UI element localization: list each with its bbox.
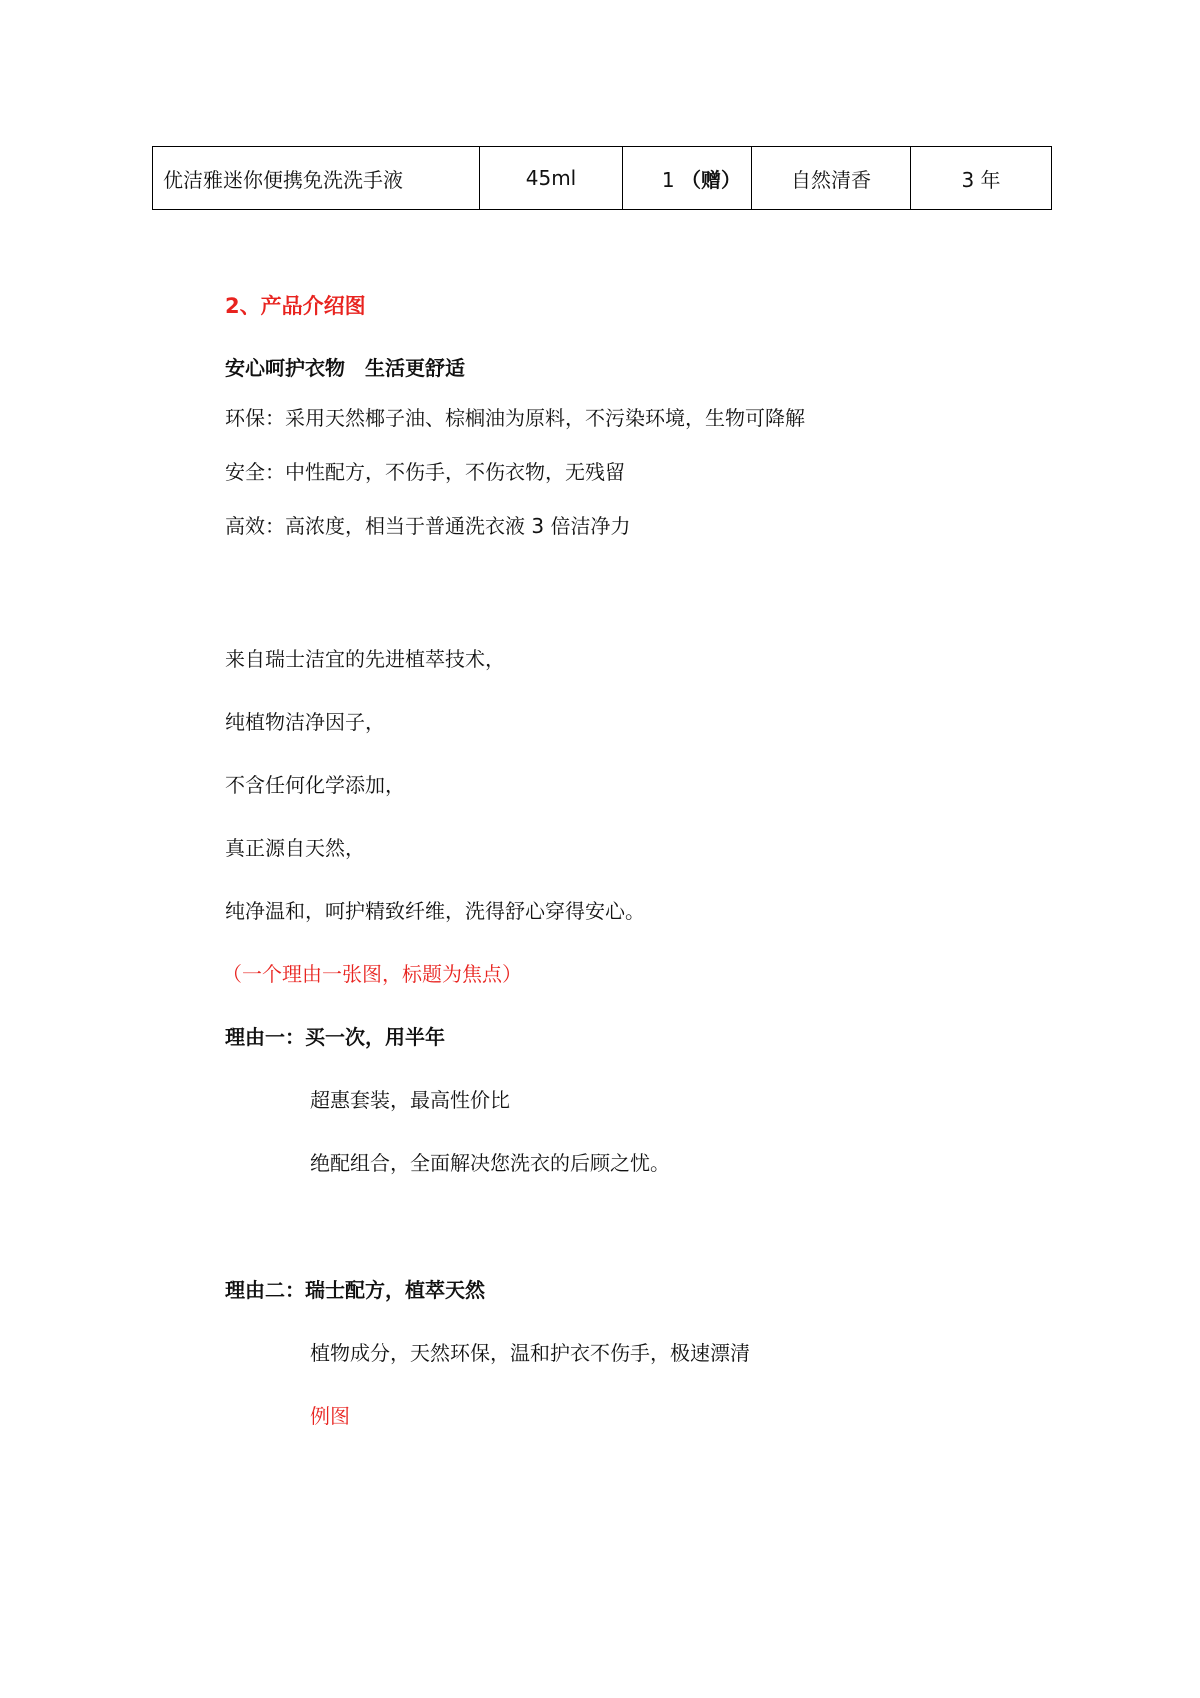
table-row [153, 147, 1052, 210]
reason1-title: 理由一：买一次，用半年 [225, 1025, 445, 1049]
product-qty-cell [623, 147, 752, 210]
feature-line: 高效：高浓度，相当于普通洗衣液 3 倍洁净力 [225, 514, 631, 538]
story-line: 真正源自天然， [225, 836, 365, 860]
reason1-line: 超惠套装，最高性价比 [310, 1088, 510, 1112]
reason2-title: 理由二：瑞士配方，植萃天然 [225, 1278, 485, 1302]
story-line: 来自瑞士洁宜的先进植萃技术， [225, 647, 505, 671]
qty-note: （赠） [681, 167, 741, 192]
reason2-line: 植物成分，天然环保，温和护衣不伤手，极速漂清 [310, 1341, 750, 1365]
product-scent-cell: 自然清香 [752, 147, 911, 210]
story-line: 纯净温和，呵护精致纤维，洗得舒心穿得安心。 [225, 899, 645, 923]
qty-value: 1 [661, 167, 675, 192]
reason1-line: 绝配组合，全面解决您洗衣的后顾之忧。 [310, 1151, 670, 1175]
product-name-cell: 优洁雅迷你便携免洗洗手液 [153, 147, 480, 210]
story-line: 纯植物洁净因子， [225, 710, 385, 734]
feature-line: 环保：采用天然椰子油、棕榈油为原料，不污染环境，生物可降解 [225, 406, 805, 430]
story-line: 不含任何化学添加， [225, 773, 405, 797]
editor-note: （一个理由一张图，标题为焦点） [222, 962, 522, 986]
section-headline: 安心呵护衣物 生活更舒适 [225, 356, 465, 380]
product-table [152, 146, 1052, 210]
feature-line: 安全：中性配方，不伤手，不伤衣物，无残留 [225, 460, 625, 484]
product-shelf-life-cell: 3 年 [911, 147, 1052, 210]
example-image-label: 例图 [310, 1404, 350, 1428]
product-volume-cell: 45ml [480, 147, 623, 210]
section-title: 2、产品介绍图 [225, 294, 366, 318]
